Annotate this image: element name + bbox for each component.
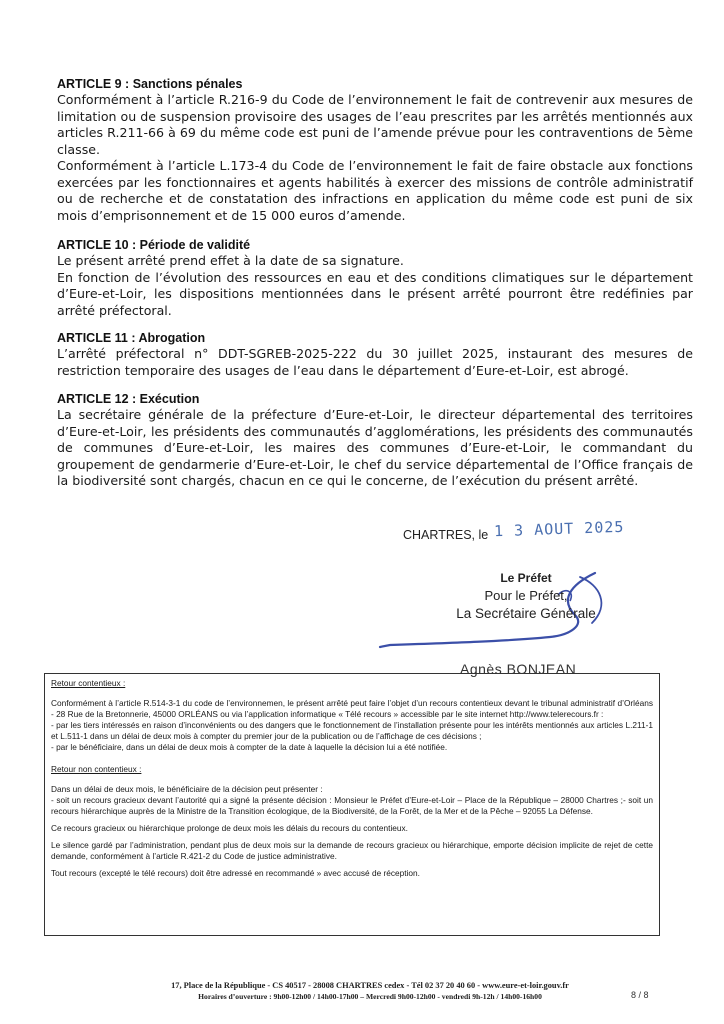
recours-non-contentieux-item: - soit un recours gracieux devant l’autorité qui a signé la présente décision : Monsieur le Préfet d’Eure-et-Loir – Place de la République – 28000 Chartres ;- soit un recours hiérarchique auprès de la Ministre de la Transition écologique, de la Biodiversité, de la Forêt, de la Mer et de la Pêche – 92055 La Défense. xyxy=(51,795,653,816)
recours-non-contentieux-intro: Dans un délai de deux mois, le bénéficiaire de la décision peut présenter : xyxy=(51,784,323,794)
recours-tout: Tout recours (excepté le télé recours) doit être adressé en recommandé » avec accusé de réception. xyxy=(51,868,420,878)
signature-block xyxy=(416,570,636,624)
page-number: 8 / 8 xyxy=(631,990,649,1000)
article-10 xyxy=(57,237,693,319)
recours-contentieux-title: Retour contentieux : xyxy=(51,678,126,688)
signature-role: La Secrétaire Générale xyxy=(456,606,596,621)
article-heading: ARTICLE 12 : Exécution xyxy=(57,392,200,406)
signature-title: Le Préfet xyxy=(500,571,552,585)
article-paragraph: En fonction de l’évolution des ressources en eau et des conditions climatiques sur le département d’Eure-et-Loir, les dispositions mentionnées dans le présent arrêté pourront être redéfinies par arrêté préfectoral. xyxy=(57,269,693,318)
article-paragraph: Le présent arrêté prend effet à la date de sa signature. xyxy=(57,253,404,268)
article-paragraph: L’arrêté préfectoral n° DDT-SGREB-2025-222 du 30 juillet 2025, instaurant des mesures de restriction temporaire des usages de l’eau dans le département d’Eure-et-Loir, est abrogé. xyxy=(57,346,693,378)
recours-contentieux-item: - par les tiers intéressés en raison d’inconvénients ou des dangers que le fonctionnement de l’installation présente pour les intérêts mentionnés aux articles L.211-1 et L.511-1 dans un délai de deux mois à compter du premier jour de la publication ou de l’affichage de ces décisions ; xyxy=(51,720,653,741)
article-11 xyxy=(57,330,693,379)
recours-contentieux-item: - par le bénéficiaire, dans un délai de deux mois à compter de la date à laquelle la décision lui a été notifiée. xyxy=(51,742,448,752)
recours-box xyxy=(44,673,660,936)
footer-hours: Horaires d’ouverture : 9h00-12h00 / 14h00-17h00 – Mercredi 9h00-12h00 - vendredi 9h-12h / 14h00-16h00 xyxy=(198,992,542,1001)
article-paragraph: La secrétaire générale de la préfecture d’Eure-et-Loir, le directeur départemental des territoires d’Eure-et-Loir, les présidents des communautés d’agglomérations, les présidents des communautés de communes d’Eure-et-Loir, les maires des communes d’Eure-et-Loir, le commandant du groupement de gendarmerie d’Eure-et-Loir, le chef du service départemental de l’Office français de la biodiversité sont chargés, chacun en ce qui le concerne, de l’exécution du présent arrêté. xyxy=(57,407,693,488)
recours-silence: Le silence gardé par l’administration, pendant plus de deux mois sur la demande de recours gracieux ou hiérarchique, emporte décision implicite de rejet de cette demande, conformément à l’article R.421-2 du Code de justice administrative. xyxy=(51,840,653,861)
article-9 xyxy=(57,76,693,224)
recours-prolonge: Ce recours gracieux ou hiérarchique prolonge de deux mois les délais du recours du contentieux. xyxy=(51,823,408,833)
signer-name: Agnès BONJEAN xyxy=(460,661,577,677)
article-heading: ARTICLE 11 : Abrogation xyxy=(57,331,206,345)
signature-place: CHARTRES, le xyxy=(403,528,489,542)
article-heading: ARTICLE 10 : Période de validité xyxy=(57,238,251,252)
article-12 xyxy=(57,391,693,490)
article-heading: ARTICLE 9 : Sanctions pénales xyxy=(57,77,243,91)
recours-contentieux-intro: Conformément à l’article R.514-3-1 du code de l’environnemen, le présent arrêté peut faire l’objet d’un recours contentieux devant le tribunal administratif d’Orléans - 28 Rue de la Bretonnerie, 45000 ORLÉANS ou via l’application informatique « Télé recours » accessible par le site internet http://www.telerecours.fr : xyxy=(51,698,653,719)
recours-non-contentieux-title: Retour non contentieux : xyxy=(51,764,142,774)
signature-delegation: Pour le Préfet, xyxy=(484,588,568,603)
footer-address: 17, Place de la République - CS 40517 - 28008 CHARTRES cedex - Tél 02 37 20 40 60 - www.eure-et-loir.gouv.fr xyxy=(171,981,569,990)
page-footer xyxy=(100,980,640,1002)
article-paragraph: Conformément à l’article L.173-4 du Code de l’environnement le fait de faire obstacle aux fonctions exercées par les fonctionnaires et agents habilités à exercer des missions de contrôle administratif ou de recherche et de constatation des infractions en application du même code est puni de six mois d’emprisonnement et de 15 000 euros d’amende. xyxy=(57,158,693,223)
date-stamp: 1 3 AOUT 2025 xyxy=(493,517,625,541)
article-paragraph: Conformément à l’article R.216-9 du Code de l’environnement le fait de contrevenir aux mesures de limitation ou de suspension provisoire des usages de l’eau prescrites par les arrêtés mentionnés aux articles R.211-66 à 69 du même code est puni de l’amende prévue pour les contraventions de 5ème classe. xyxy=(57,92,694,157)
